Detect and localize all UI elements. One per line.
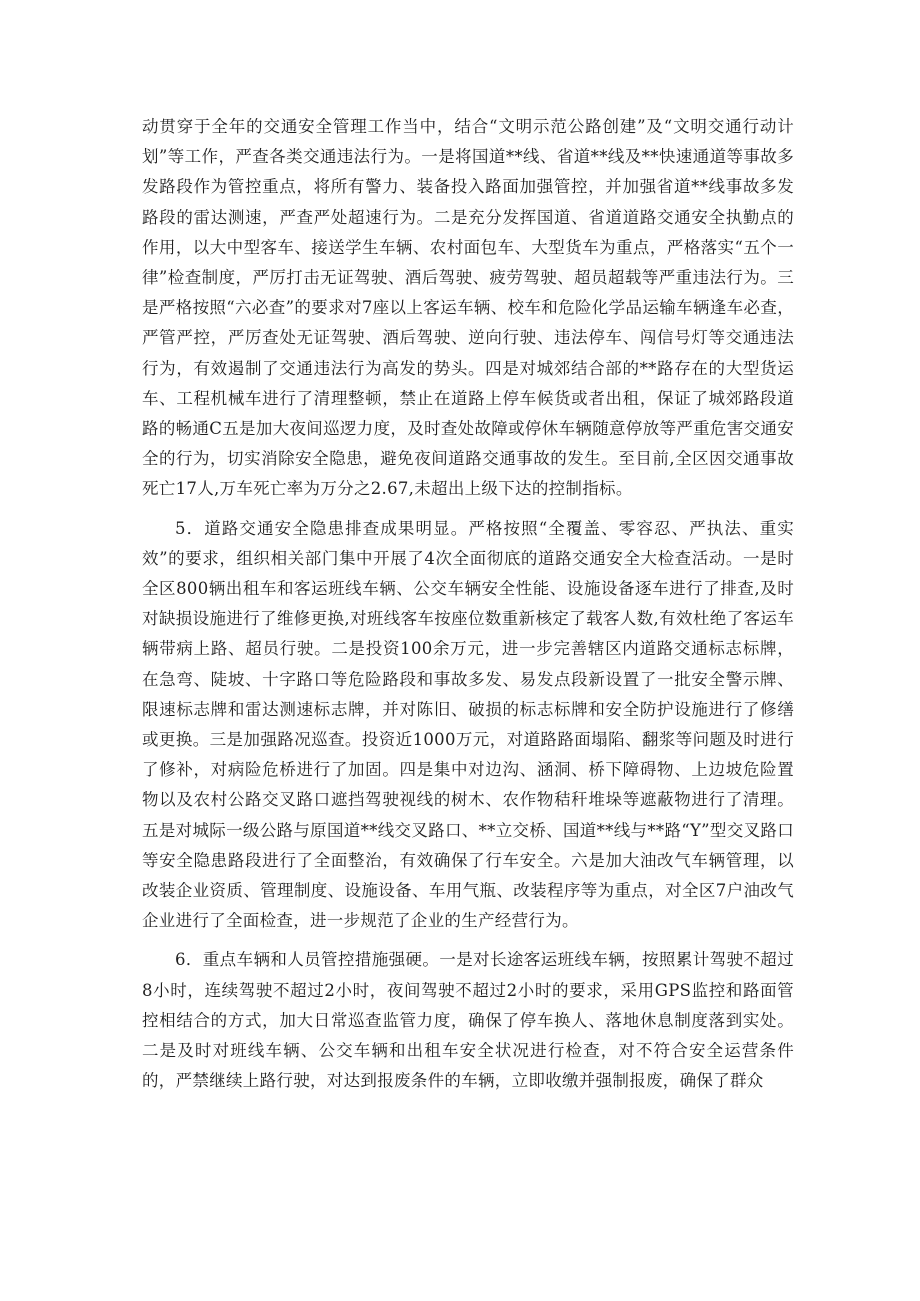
document-body (142, 112, 794, 1106)
paragraph-5-hazard-inspection: 5．道路交通安全隐患排查成果明显。严格按照“全覆盖、零容忍、严执法、重实效”的要求，组织相关部门集中开展了4次全面彻底的道路交通安全大检查活动。一是时全区800辆出租车和客运班线车辆、公交车辆安全性能、设施设备逐车进行了排查,及时对缺损设施进行了维修更换,对班线客车按座位数重新核定了载客人数,有效杜绝了客运车辆带病上路、超员行驶。二是投资100余万元，进一步完善辖区内道路交通标志标牌，在急弯、陡坡、十字路口等危险路段和事故多发、易发点段新设置了一批安全警示牌、限速标志牌和雷达测速标志牌，并对陈旧、破损的标志标牌和安全防护设施进行了修缮或更换。三是加强路况巡查。投资近1000万元，对道路路面塌陷、翻浆等问题及时进行了修补，对病险危桥进行了加固。四是集中对边沟、涵洞、桥下障碍物、上边坡危险置物以及农村公路交叉路口遮挡驾驶视线的树木、农作物秸秆堆垛等遮蔽物进行了清理。五是对城际一级公路与原国道**线交叉路口、**立交桥、国道**线与**路“Y”型交叉路口等安全隐患路段进行了全面整治，有效确保了行车安全。六是加大油改气车辆管理，以改装企业资质、管理制度、设施设备、车用气瓶、改装程序等为重点，对全区7户油改气企业进行了全面检查，进一步规范了企业的生产经营行为。 (142, 518, 794, 931)
paragraph-6-key-vehicle-control: 6．重点车辆和人员管控措施强硬。一是对长途客运班线车辆，按照累计驾驶不超过8小时，连续驾驶不超过2小时，夜间驾驶不超过2小时的要求，采用GPS监控和路面管控相结合的方式，加大日常巡查监管力度，确保了停车换人、落地休息制度落到实处。二是及时对班线车辆、公交车辆和出租车安全状况进行检查，对不符合安全运营条件的，严禁继续上路行驶，对达到报废条件的车辆，立即收缴并强制报废，确保了群众 (142, 950, 794, 1091)
paragraph-continued: 动贯穿于全年的交通安全管理工作当中，结合“文明示范公路创建”及“文明交通行动计划”等工作，严查各类交通违法行为。一是将国道**线、省道**线及**快速通道等事故多发路段作为管控重点，将所有警力、装备投入路面加强管控，并加强省道**线事故多发路段的雷达测速，严查严处超速行为。二是充分发挥国道、省道道路交通安全执勤点的作用，以大中型客车、接送学生车辆、农村面包车、大型货车为重点，严格落实“五个一律”检查制度，严厉打击无证驾驶、酒后驾驶、疲劳驾驶、超员超载等严重违法行为。三是严格按照“六必查”的要求对7座以上客运车辆、校车和危险化学品运输车辆逢车必查，严管严控，严厉查处无证驾驶、酒后驾驶、逆向行驶、违法停车、闯信号灯等交通违法行为，有效遏制了交通违法行为高发的势头。四是对城郊结合部的**路存在的大型货运车、工程机械车进行了清理整顿，禁止在道路上停车候货或者出租，保证了城郊路段道路的畅通C五是加大夜间巡逻力度，及时查处故障或停休车辆随意停放等严重危害交通安全的行为，切实消除安全隐患，避免夜间道路交通事故的发生。至目前,全区因交通事故死亡17人,万车死亡率为万分之2.67,未超出上级下达的控制指标。 (142, 117, 794, 499)
